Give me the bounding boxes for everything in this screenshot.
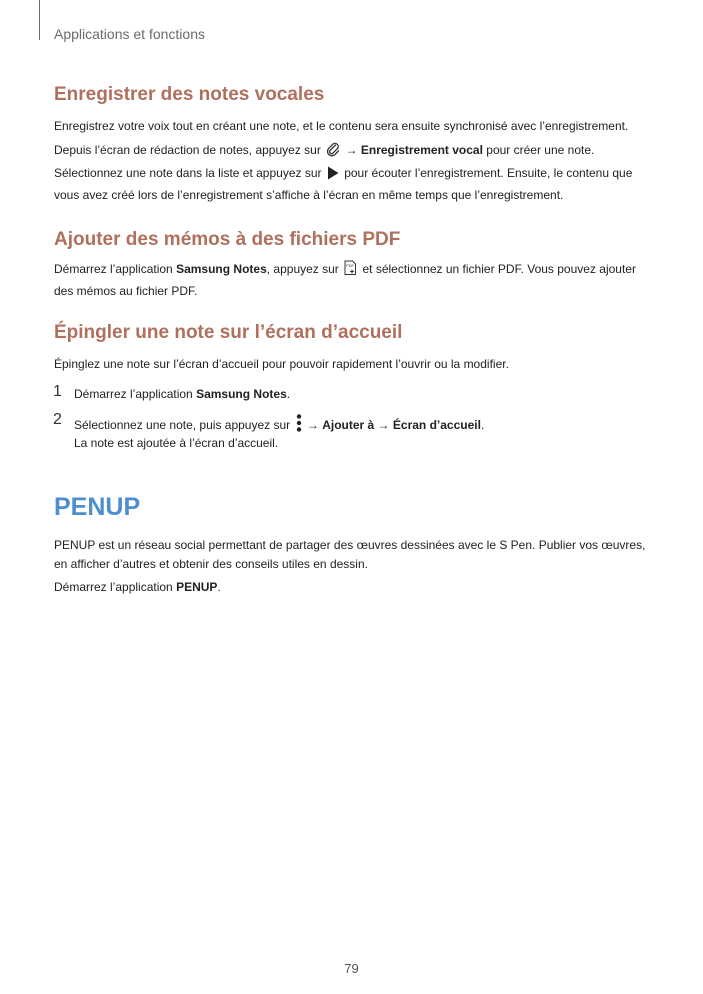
penup-paragraph-2: Démarrez l’application PENUP. <box>54 580 221 594</box>
step-number-1: 1 <box>53 383 62 400</box>
pdf-add-icon <box>344 260 357 282</box>
step-1-text: Démarrez l’application Samsung Notes. <box>74 387 291 401</box>
play-icon <box>327 166 339 186</box>
penup-paragraph-1: PENUP est un réseau social permettant de partager des œuvres dessinées avec le S Pen. Publier vos œuvres, en afficher d’autres et obtenir des conseils utiles en dessin. <box>54 538 646 571</box>
svg-text:PDF: PDF <box>346 264 354 269</box>
voice-paragraph-1: Enregistrez votre voix tout en créant une note, et le contenu sera ensuite synchronisé avec l’enregistrement. <box>54 119 629 133</box>
pin-intro: Épinglez une note sur l’écran d’accueil pour pouvoir rapidement l’ouvrir ou la modifier. <box>54 357 509 371</box>
heading-pin-note: Épingler une note sur l’écran d’accueil <box>54 322 403 343</box>
step-2-result: La note est ajoutée à l’écran d’accueil. <box>74 436 279 450</box>
voice-paragraph-3: Sélectionnez une note dans la liste et appuyez sur pour écouter l’enregistrement. Ensuite, le contenu que vous avez créé lors de l’enregistrement s’affiche à l’écran en même temps que l’enregistrement. <box>54 166 633 202</box>
header-rule <box>39 0 40 40</box>
paperclip-icon <box>326 142 340 163</box>
voice-paragraph-2: Depuis l’écran de rédaction de notes, appuyez sur → Enregistrement vocal pour créer une note. <box>54 141 654 163</box>
step-number-2: 2 <box>53 411 62 428</box>
heading-penup: PENUP <box>54 493 141 521</box>
page-number: 79 <box>344 961 359 976</box>
pdf-paragraph: Démarrez l’application Samsung Notes, appuyez sur PDF et sélectionnez un fichier PDF. Vous pouvez ajouter des mémos au fichier PDF. <box>54 262 636 298</box>
step-2-text: Sélectionnez une note, puis appuyez sur → Ajouter à → Écran d’accueil. <box>74 414 634 438</box>
heading-pdf-memos: Ajouter des mémos à des fichiers PDF <box>54 229 401 250</box>
running-header: Applications et fonctions <box>54 26 205 42</box>
heading-voice-notes: Enregistrer des notes vocales <box>54 84 325 105</box>
